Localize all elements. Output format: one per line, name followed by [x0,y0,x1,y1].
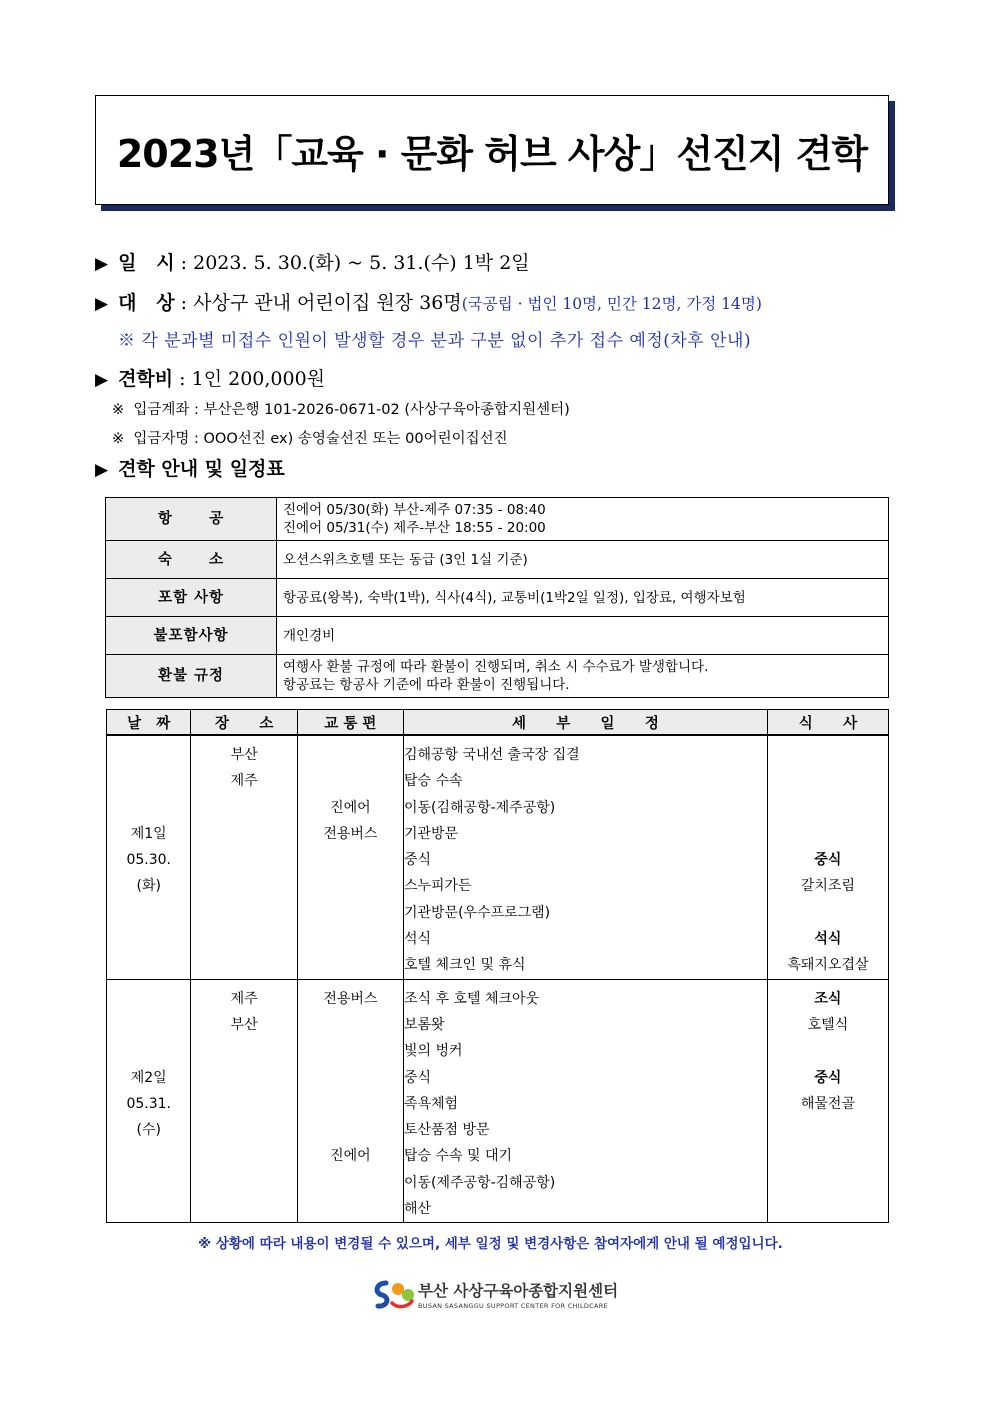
day-transport [297,735,403,979]
info-row-line: 여행사 환불 규정에 따라 환불이 진행되며, 취소 시 수수료가 발생합니다. [283,659,709,675]
footer-note: ※ 상황에 따라 내용이 변경될 수 있으며, 세부 일정 및 변경사항은 참여자에게 안내 될 예정입니다. [198,1236,783,1252]
day-detail-line: 기관방문 [403,825,459,842]
target-value: 사상구 관내 어린이집 원장 36명 [193,292,462,314]
day-transport-line: 진에어 [330,799,371,816]
day-place-line [191,900,296,926]
day-detail-line: 보롬왓 [403,1016,445,1033]
day-meal-line [768,1170,888,1196]
day-place-line [191,1091,296,1117]
target-detail: (국공립 · 법인 10명, 민간 12명, 가정 14명) [461,295,762,313]
day-transport-line [298,1065,403,1091]
info-row-line: 오션스위츠호텔 또는 동급 (3인 1실 기준) [283,551,528,568]
colon: : [174,292,194,314]
day-detail-line: 토산품점 방문 [403,1122,490,1139]
day-transport-line [298,952,403,978]
arrow-icon: ▶ [95,460,109,480]
day-detail-line: 이동(김해공항-제주공항) [403,799,556,816]
schedule-header: 세 부 일 정 [403,710,767,736]
day-transport-line [298,847,403,873]
arrow-icon: ▶ [95,254,109,274]
day-date [107,735,191,979]
day-place-line: 제주 [230,773,258,790]
schedule-header-row [107,710,889,736]
info-row-label: 포함 사항 [106,579,277,617]
day-place-line [191,873,296,899]
info-row-value [277,498,889,541]
day-date [107,979,191,1223]
info-row-line: 진에어 05/31(수) 제주-부산 18:55 - 20:00 [283,520,546,536]
day-meal-line: 중식 [814,1069,842,1086]
day-transport-line [298,1038,403,1064]
target-label: 대 상 [118,292,175,314]
day-meal-line [768,1143,888,1169]
day-detail-line: 탑승 수속 및 대기 [403,1148,513,1165]
day-detail-line: 탑승 수속 [403,773,463,790]
info-row-value [277,541,889,579]
info-row [106,498,889,541]
day-place-line: 부산 [230,747,258,763]
day-place-line [191,821,296,847]
center-name-english: BUSAN SASANGGU SUPPORT CENTER FOR CHILDCARE [418,1301,608,1310]
info-row-value [277,655,889,698]
day-detail [403,735,767,979]
schedule-table [106,709,889,1223]
day-transport [297,979,403,1223]
day-place-line [191,1170,296,1196]
day-date-line: 05.30. [126,852,171,869]
day-place-line [191,1143,296,1169]
day-meal-line: 중식 [814,852,842,869]
day-meal-line: 흑돼지오겹살 [787,957,869,974]
day-place-line: 부산 [230,1016,258,1033]
date-label: 일 시 [118,252,175,274]
day-place-line [191,1196,296,1222]
day-transport-line: 전용버스 [323,825,378,842]
info-row-line: 진에어 05/30(화) 부산-제주 07:35 - 08:40 [283,502,546,518]
day-date-line: 제1일 [130,825,167,842]
info-row-label: 환불 규정 [106,655,277,698]
center-logo [372,1277,618,1311]
day-place [191,735,297,979]
day-place-line: 제주 [230,990,258,1007]
day-transport-line [298,900,403,926]
day-detail [403,979,767,1223]
day-detail-line: 해산 [403,1201,432,1218]
day-transport-line [298,1091,403,1117]
day-detail-line: 스누피가든 [403,878,472,895]
day-detail-line: 호텔 체크인 및 휴식 [403,957,526,974]
fee-label: 견학비 [118,368,174,390]
colon: : [174,252,194,274]
day-meal-line [768,1117,888,1143]
info-table [105,497,889,698]
day-place-line [191,1117,296,1143]
day-detail-line: 족욕체험 [403,1095,459,1112]
schedule-day-row [107,979,889,1223]
day-transport-line [298,926,403,952]
title-box [95,95,889,205]
day-place-line [191,795,296,821]
info-row-value [277,579,889,617]
depositor-note: ※ 입금자명 : OOO선진 ex) 송영술선진 또는 00어린이집선진 [112,431,508,447]
day-transport-line [298,1012,403,1038]
day-detail-line: 중식 [403,1069,432,1086]
fee-row [95,364,325,391]
info-row-value [277,617,889,655]
day-meal-line [768,742,888,768]
day-transport-line: 진에어 [330,1148,371,1165]
info-row-line: 항공료(왕복), 숙박(1박), 식사(4식), 교통비(1박2일 일정), 입장료, 여행자보험 [283,589,746,606]
day-place-line [191,847,296,873]
day-meal-line: 조식 [814,990,842,1007]
day-date-line: 제2일 [130,1069,167,1086]
day-meal-line: 해물전골 [800,1095,855,1112]
day-meal-line [768,768,888,794]
page-title: 2023년「교육 · 문화 허브 사상」선진지 견학 [116,131,868,176]
day-place-line [191,926,296,952]
schedule-header: 교 통 편 [297,710,403,736]
info-row-label: 항 공 [106,498,277,541]
day-transport-line: 전용버스 [323,990,378,1007]
day-meal-line [768,821,888,847]
day-transport-line [298,742,403,768]
day-place-line [191,1038,296,1064]
day-meal-line: 석식 [814,931,842,948]
schedule-heading [95,454,285,481]
day-meal-line [768,795,888,821]
center-name-korean: 부산 사상구육아종합지원센터 [418,1281,619,1300]
day-meal [767,979,888,1223]
day-transport-line [298,1196,403,1222]
schedule-header: 식 사 [767,710,888,736]
schedule-header: 장 소 [191,710,297,736]
day-meal-line: 호텔식 [807,1016,849,1033]
colon: : [173,368,192,390]
day-detail-line: 김해공항 국내선 출국장 집결 [403,747,580,763]
day-date-line: (수) [136,1122,161,1139]
day-detail-line: 조식 후 호텔 체크아웃 [403,990,540,1007]
day-place [191,979,297,1223]
target-note: ※ 각 분과별 미접수 인원이 발생할 경우 분과 구분 없이 추가 접수 예정(차후 안내) [118,331,752,351]
account-note: ※ 입금계좌 : 부산은행 101-2026-0671-02 (사상구육아종합지원센터) [112,402,570,418]
day-date-line: 05.31. [126,1095,171,1112]
day-place-line [191,952,296,978]
info-row [106,655,889,698]
schedule-day-row [107,735,889,979]
day-detail-line: 기관방문(우수프로그램) [403,904,551,921]
day-transport-line [298,768,403,794]
arrow-icon: ▶ [95,294,109,314]
day-meal [767,735,888,979]
info-row-line: 개인경비 [283,627,336,644]
info-row [106,579,889,617]
day-place-line [191,1065,296,1091]
target-row [95,288,762,315]
info-row-line: 항공료는 항공사 기준에 따라 환불이 진행됩니다. [283,677,570,693]
day-detail-line: 중식 [403,852,432,869]
schedule-header: 날 짜 [107,710,191,736]
day-meal-line [768,1196,888,1222]
info-row [106,617,889,655]
day-transport-line [298,873,403,899]
day-detail-line: 석식 [403,931,432,948]
day-transport-line [298,1117,403,1143]
day-meal-line [768,1038,888,1064]
day-date-line: (화) [136,878,161,895]
day-detail-line: 빛의 벙커 [403,1043,463,1060]
info-row-label: 불포함사항 [106,617,277,655]
date-row [95,248,530,275]
info-row-label: 숙 소 [106,541,277,579]
day-meal-line [768,900,888,926]
info-row [106,541,889,579]
date-value: 2023. 5. 30.(화) ~ 5. 31.(수) 1박 2일 [193,252,530,274]
fee-value: 1인 200,000원 [191,368,326,390]
day-transport-line [298,1170,403,1196]
center-logo-icon [372,1277,418,1311]
day-detail-line: 이동(제주공항-김해공항) [403,1174,556,1191]
day-meal-line: 갈치조림 [800,878,855,895]
schedule-heading-label: 견학 안내 및 일정표 [118,458,285,480]
arrow-icon: ▶ [95,370,109,390]
